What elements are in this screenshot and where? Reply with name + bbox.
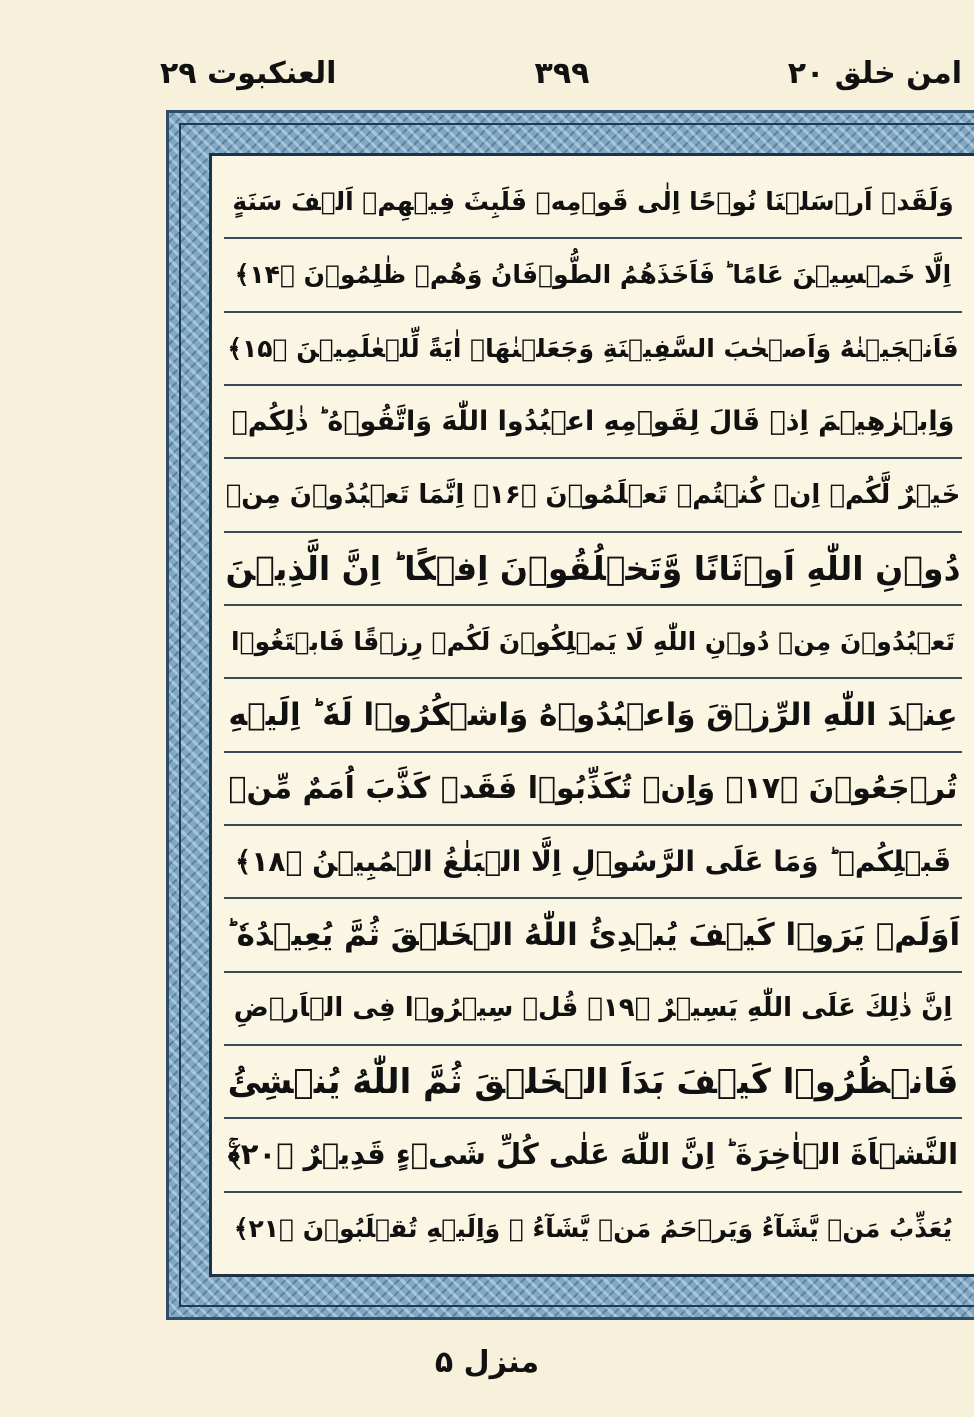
text-line: اِلَّا خَمۡسِیۡنَ عَامًا ؕ فَاَخَذَهُمُ الطُّوۡفَانُ وَهُمۡ ظٰلِمُوۡنَ ﴿۱۴﴾ xyxy=(224,239,962,312)
text-panel xyxy=(209,153,974,1277)
text-line: تُرۡجَعُوۡنَ ﴿۱۷﴾ وَاِنۡ تُكَذِّبُوۡا فَقَدۡ كَذَّبَ اُمَمٌ مِّنۡ xyxy=(224,753,962,826)
text-line: النَّشۡاَةَ الۡاٰخِرَةَ ؕ اِنَّ اللّٰهَ عَلٰی كُلِّ شَیۡءٍ قَدِیۡرٌ ﴿۲۰﴾ۚ xyxy=(224,1119,962,1192)
text-line: وَاِبۡرٰهِیۡمَ اِذۡ قَالَ لِقَوۡمِهِ اعۡبُدُوا اللّٰهَ وَاتَّقُوۡهُ ؕ ذٰلِكُمۡ xyxy=(224,386,962,459)
text-line: دُوۡنِ اللّٰهِ اَوۡثَانًا وَّتَخۡلُقُوۡنَ اِفۡكًا ؕ اِنَّ الَّذِیۡنَ xyxy=(224,533,962,606)
page-header xyxy=(150,50,974,100)
manzil-label: منزل ۵ xyxy=(434,1345,540,1380)
text-line: اَوَلَمۡ یَرَوۡا كَیۡفَ یُبۡدِئُ اللّٰهُ الۡخَلۡقَ ثُمَّ یُعِیۡدُهٗ ؕ xyxy=(224,899,962,972)
text-line: فَانۡظُرُوۡا كَیۡفَ بَدَاَ الۡخَلۡقَ ثُمَّ اللّٰهُ یُنۡشِئُ xyxy=(224,1046,962,1119)
text-line: وَلَقَدۡ اَرۡسَلۡنَا نُوۡحًا اِلٰی قَوۡمِهٖ فَلَبِثَ فِیۡهِمۡ اَلۡفَ سَنَةٍ xyxy=(224,166,962,239)
text-line: قَبۡلِكُمۡ ؕ وَمَا عَلَی الرَّسُوۡلِ اِلَّا الۡبَلٰغُ الۡمُبِیۡنُ ﴿۱۸﴾ xyxy=(224,826,962,899)
text-line: عِنۡدَ اللّٰهِ الرِّزۡقَ وَاعۡبُدُوۡهُ وَاشۡكُرُوۡا لَهٗ ؕ اِلَیۡهِ xyxy=(224,679,962,752)
surah-name: العنکبوت ۲۹ xyxy=(160,56,337,91)
text-line: فَاَنۡجَیۡنٰهُ وَاَصۡحٰبَ السَّفِیۡنَةِ وَجَعَلۡنٰهَاۤ اٰیَةً لِّلۡعٰلَمِیۡنَ ﴿۱۵﴾ xyxy=(224,313,962,386)
page-number: ۳۹۹ xyxy=(534,56,590,91)
verse-lines xyxy=(224,166,962,1264)
para-name: امن خلق ۲۰ xyxy=(787,56,962,91)
text-line: خَیۡرٌ لَّكُمۡ اِنۡ كُنۡتُمۡ تَعۡلَمُوۡنَ ﴿۱۶﴾ اِنَّمَا تَعۡبُدُوۡنَ مِنۡ xyxy=(224,459,962,532)
ornamental-border xyxy=(166,110,974,1320)
text-line: اِنَّ ذٰلِكَ عَلَی اللّٰهِ یَسِیۡرٌ ﴿۱۹﴾ قُلۡ سِیۡرُوۡا فِی الۡاَرۡضِ xyxy=(224,973,962,1046)
text-line: یُعَذِّبُ مَنۡ یَّشَآءُ وَیَرۡحَمُ مَنۡ یَّشَآءُ ۚ وَاِلَیۡهِ تُقۡلَبُوۡنَ ﴿۲۱﴾ xyxy=(233,1213,953,1243)
text-line: تَعۡبُدُوۡنَ مِنۡ دُوۡنِ اللّٰهِ لَا یَمۡلِكُوۡنَ لَكُمۡ رِزۡقًا فَابۡتَغُوۡا xyxy=(224,606,962,679)
